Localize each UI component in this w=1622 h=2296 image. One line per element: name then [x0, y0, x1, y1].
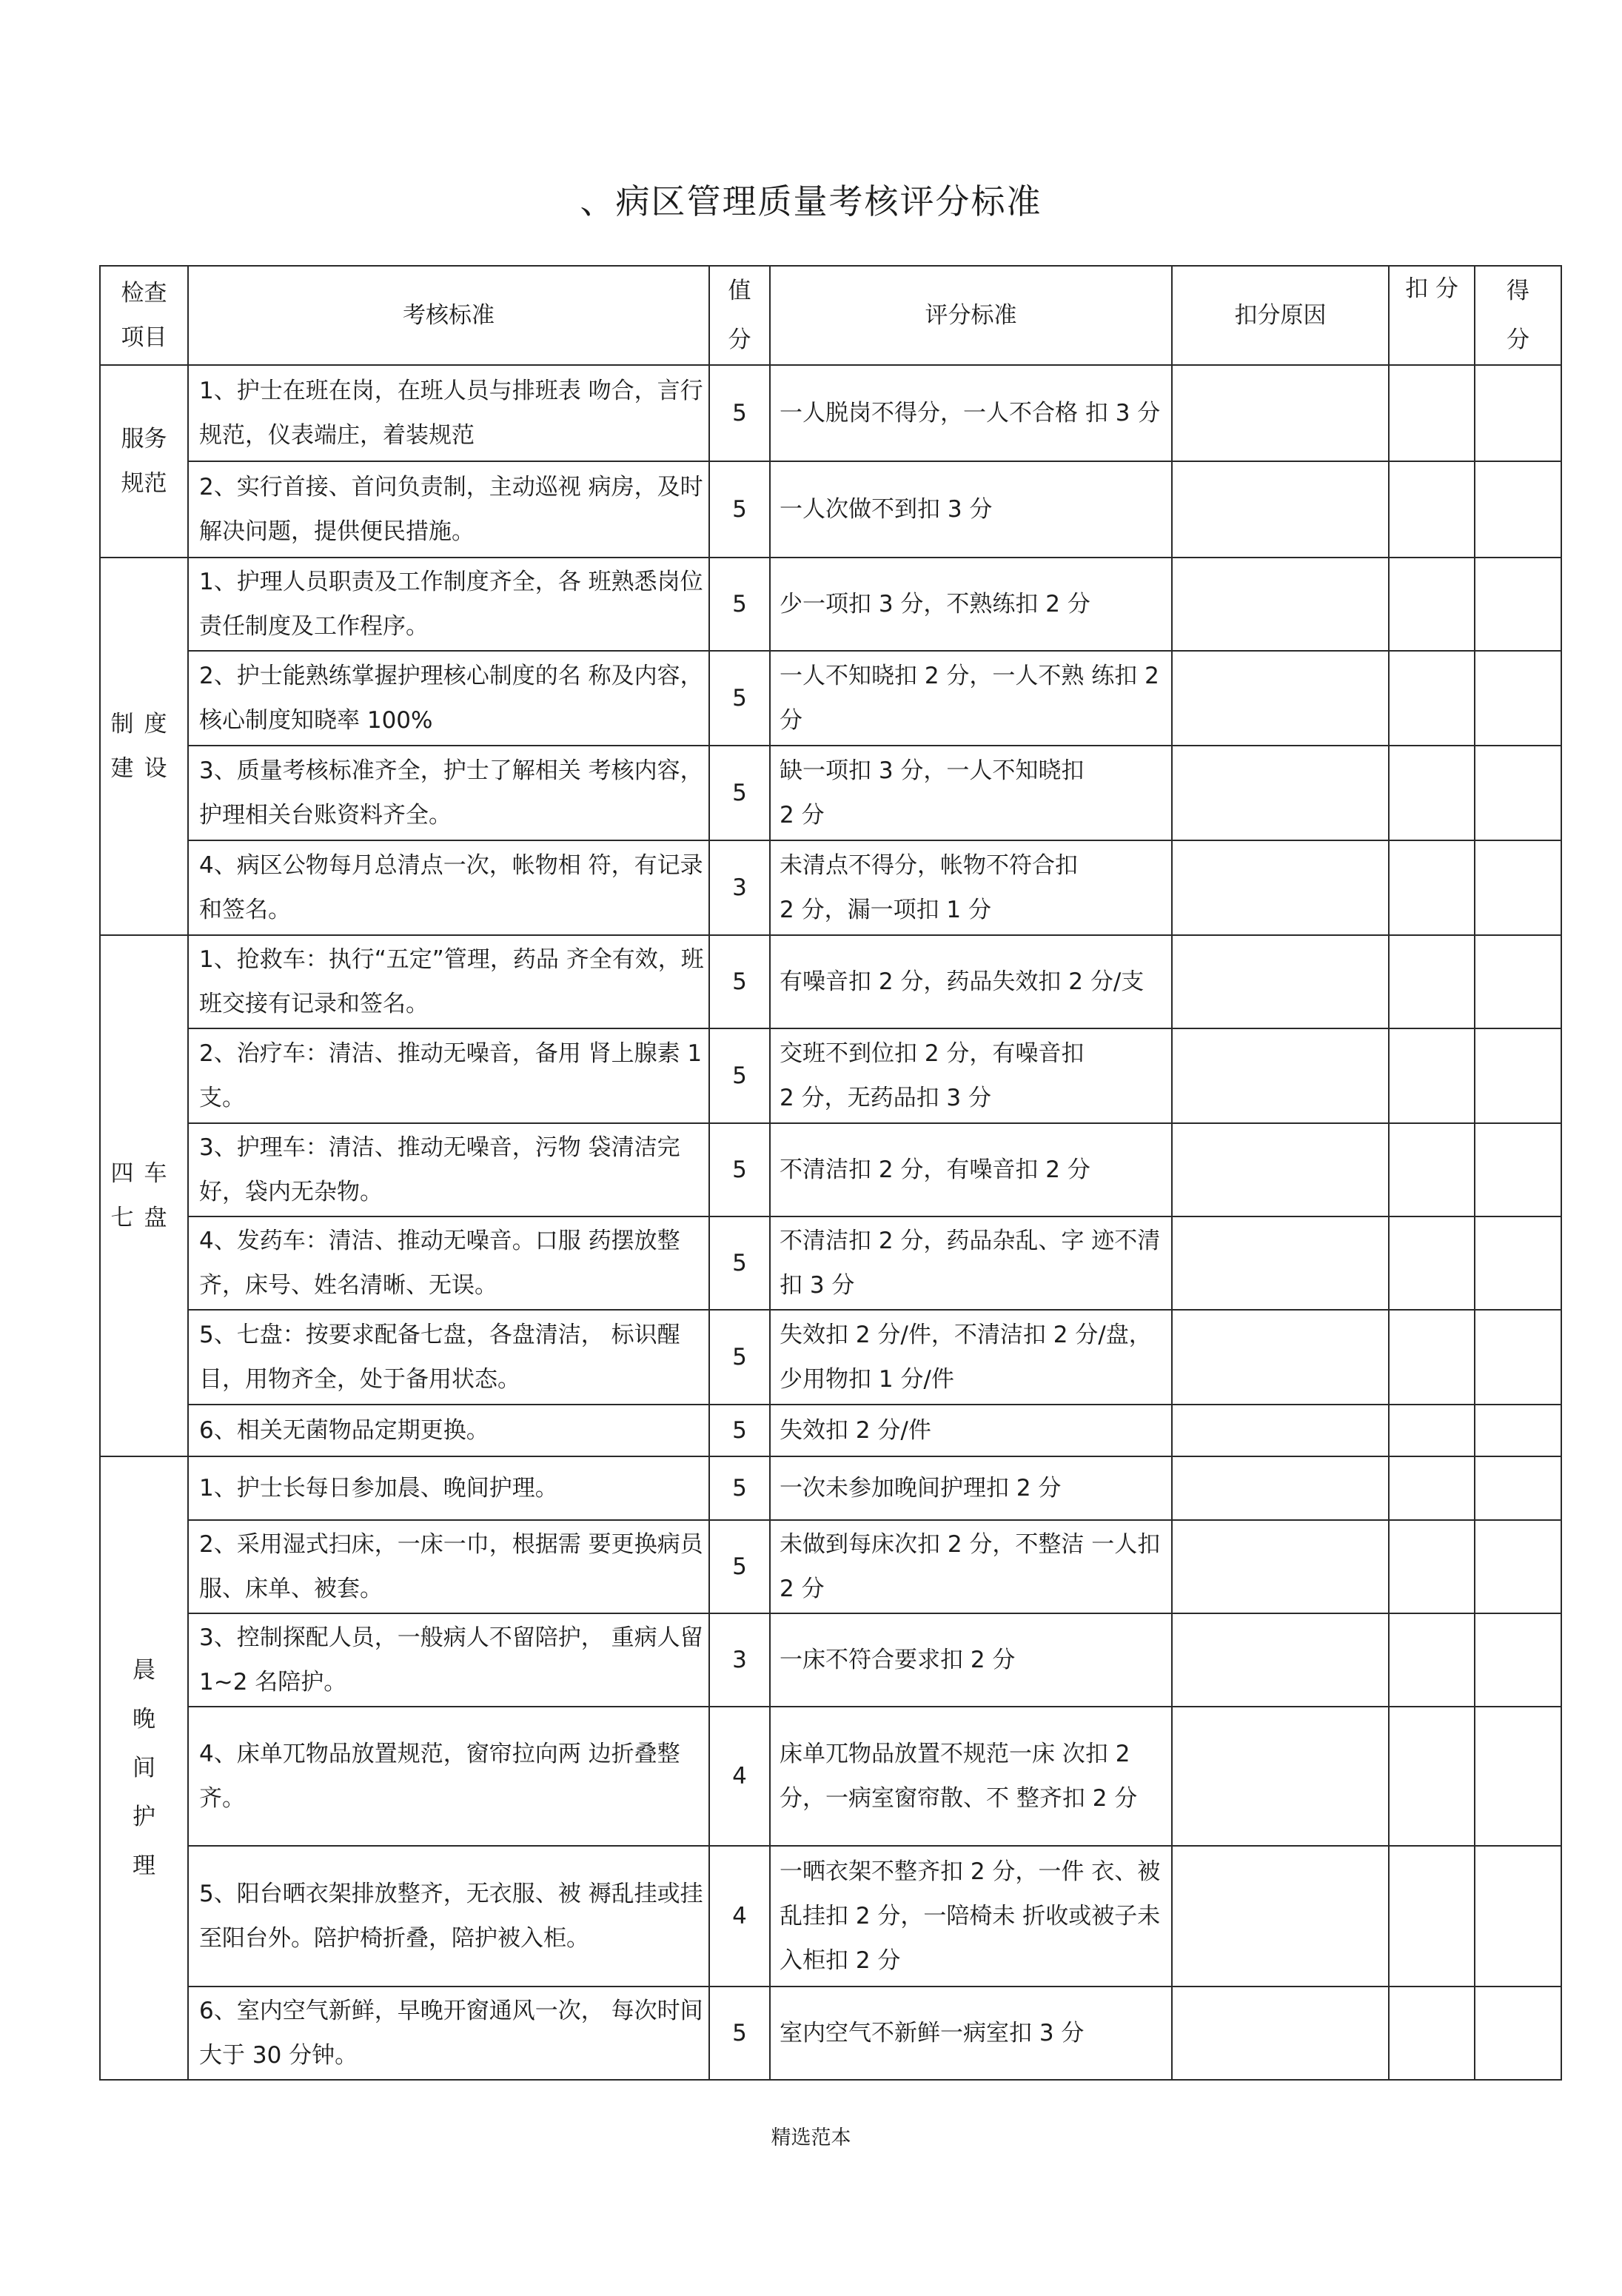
standard-cell: 4、病区公物每月总清点一次，帐物相 符，有记录和签名。	[188, 840, 709, 935]
deduct-cell	[1389, 1987, 1475, 2080]
reason-cell	[1172, 1310, 1389, 1405]
reason-cell	[1172, 1707, 1389, 1846]
criteria-cell: 未做到每床次扣 2 分，不整洁 一人扣 2 分	[770, 1520, 1172, 1613]
deduct-cell	[1389, 558, 1475, 651]
category-system: 制度建设	[100, 558, 188, 935]
standard-cell: 3、质量考核标准齐全，护士了解相关 考核内容，护理相关台账资料齐全。	[188, 746, 709, 840]
deduct-cell	[1389, 1123, 1475, 1216]
value-cell: 5	[709, 365, 770, 461]
reason-cell	[1172, 1520, 1389, 1613]
standard-cell: 1、护士在班在岗，在班人员与排班表 吻合，言行规范，仪表端庄，着装规范	[188, 365, 709, 461]
reason-cell	[1172, 1987, 1389, 2080]
score-cell	[1475, 840, 1561, 935]
deduct-cell	[1389, 1846, 1475, 1987]
reason-cell	[1172, 1613, 1389, 1707]
assessment-table	[99, 265, 1562, 2081]
reason-cell	[1172, 746, 1389, 840]
score-cell	[1475, 1028, 1561, 1123]
value-cell: 5	[709, 935, 770, 1028]
deduct-cell	[1389, 840, 1475, 935]
standard-cell: 6、室内空气新鲜，早晚开窗通风一次， 每次时间大于 30 分钟。	[188, 1987, 709, 2080]
criteria-cell: 有噪音扣 2 分，药品失效扣 2 分/支	[770, 935, 1172, 1028]
header-item: 检查项目	[100, 266, 188, 365]
standard-cell: 5、七盘：按要求配备七盘，各盘清洁， 标识醒目，用物齐全，处于备用状态。	[188, 1310, 709, 1405]
criteria-cell: 室内空气不新鲜一病室扣 3 分	[770, 1987, 1172, 2080]
criteria-cell: 未清点不得分，帐物不符合扣 2 分，漏一项扣 1 分	[770, 840, 1172, 935]
header-standard: 考核标准	[188, 266, 709, 365]
reason-cell	[1172, 651, 1389, 746]
value-cell: 5	[709, 1520, 770, 1613]
score-cell	[1475, 1846, 1561, 1987]
standard-cell: 2、实行首接、首问负责制，主动巡视 病房，及时解决问题，提供便民措施。	[188, 461, 709, 558]
header-row	[100, 266, 1561, 365]
criteria-cell: 失效扣 2 分/件，不清洁扣 2 分/盘，少用物扣 1 分/件	[770, 1310, 1172, 1405]
category-morning-evening-care: 晨晚间护理	[100, 1456, 188, 2080]
header-value: 值分	[709, 266, 770, 365]
reason-cell	[1172, 1846, 1389, 1987]
value-cell: 3	[709, 1613, 770, 1707]
table-row	[100, 1987, 1561, 2080]
standard-cell: 4、发药车：清洁、推动无噪音。口服 药摆放整齐，床号、姓名清晰、无误。	[188, 1216, 709, 1310]
standard-cell: 3、控制探配人员，一般病人不留陪护， 重病人留 1~2 名陪护。	[188, 1613, 709, 1707]
deduct-cell	[1389, 1707, 1475, 1846]
standard-cell: 4、床单兀物品放置规范，窗帘拉向两 边折叠整齐。	[188, 1707, 709, 1846]
score-cell	[1475, 1520, 1561, 1613]
standard-cell: 2、护士能熟练掌握护理核心制度的名 称及内容，核心制度知晓率 100%	[188, 651, 709, 746]
standard-cell: 1、抢救车：执行“五定”管理，药品 齐全有效，班班交接有记录和签名。	[188, 935, 709, 1028]
criteria-cell: 一床不符合要求扣 2 分	[770, 1613, 1172, 1707]
reason-cell	[1172, 558, 1389, 651]
value-cell: 4	[709, 1707, 770, 1846]
standard-cell: 1、护士长每日参加晨、晚间护理。	[188, 1456, 709, 1520]
page-footer: 精选范本	[771, 2126, 851, 2149]
score-cell	[1475, 461, 1561, 558]
header-criteria: 评分标准	[770, 266, 1172, 365]
table-row	[100, 1613, 1561, 1707]
reason-cell	[1172, 1456, 1389, 1520]
score-cell	[1475, 1310, 1561, 1405]
value-cell: 3	[709, 840, 770, 935]
deduct-cell	[1389, 1310, 1475, 1405]
table-row	[100, 1216, 1561, 1310]
score-cell	[1475, 365, 1561, 461]
table-row	[100, 365, 1561, 461]
table-row	[100, 1456, 1561, 1520]
score-cell	[1475, 1405, 1561, 1456]
category-carts: 四车七盘	[100, 935, 188, 1456]
score-cell	[1475, 935, 1561, 1028]
table-row	[100, 1707, 1561, 1846]
score-cell	[1475, 558, 1561, 651]
value-cell: 5	[709, 558, 770, 651]
deduct-cell	[1389, 1405, 1475, 1456]
reason-cell	[1172, 365, 1389, 461]
score-cell	[1475, 1987, 1561, 2080]
table-row	[100, 558, 1561, 651]
deduct-cell	[1389, 1613, 1475, 1707]
table-row	[100, 935, 1561, 1028]
value-cell: 5	[709, 1028, 770, 1123]
value-cell: 5	[709, 461, 770, 558]
deduct-cell	[1389, 651, 1475, 746]
reason-cell	[1172, 1405, 1389, 1456]
value-cell: 5	[709, 1456, 770, 1520]
criteria-cell: 不清洁扣 2 分，有噪音扣 2 分	[770, 1123, 1172, 1216]
table-row	[100, 1310, 1561, 1405]
table-row	[100, 1405, 1561, 1456]
criteria-cell: 一次未参加晚间护理扣 2 分	[770, 1456, 1172, 1520]
value-cell: 5	[709, 1405, 770, 1456]
deduct-cell	[1389, 461, 1475, 558]
deduct-cell	[1389, 746, 1475, 840]
header-reason: 扣分原因	[1172, 266, 1389, 365]
standard-cell: 2、采用湿式扫床，一床一巾，根据需 要更换病员服、床单、被套。	[188, 1520, 709, 1613]
deduct-cell	[1389, 1520, 1475, 1613]
header-deduct: 扣 分	[1389, 266, 1475, 365]
table-row	[100, 1028, 1561, 1123]
criteria-cell: 失效扣 2 分/件	[770, 1405, 1172, 1456]
category-service: 服务规范	[100, 365, 188, 558]
value-cell: 5	[709, 1987, 770, 2080]
criteria-cell: 一人次做不到扣 3 分	[770, 461, 1172, 558]
score-cell	[1475, 1456, 1561, 1520]
criteria-cell: 交班不到位扣 2 分，有噪音扣 2 分，无药品扣 3 分	[770, 1028, 1172, 1123]
value-cell: 5	[709, 1216, 770, 1310]
table-row	[100, 840, 1561, 935]
value-cell: 5	[709, 651, 770, 746]
standard-cell: 3、护理车：清洁、推动无噪音，污物 袋清洁完好，袋内无杂物。	[188, 1123, 709, 1216]
standard-cell: 2、治疗车：清洁、推动无噪音，备用 肾上腺素 1 支。	[188, 1028, 709, 1123]
score-cell	[1475, 1123, 1561, 1216]
value-cell: 5	[709, 1310, 770, 1405]
header-score: 得分	[1475, 266, 1561, 365]
criteria-cell: 缺一项扣 3 分，一人不知晓扣 2 分	[770, 746, 1172, 840]
criteria-cell: 一人不知晓扣 2 分，一人不熟 练扣 2 分	[770, 651, 1172, 746]
criteria-cell: 一人脱岗不得分，一人不合格 扣 3 分	[770, 365, 1172, 461]
score-cell	[1475, 1613, 1561, 1707]
score-cell	[1475, 746, 1561, 840]
table-row	[100, 1520, 1561, 1613]
reason-cell	[1172, 461, 1389, 558]
score-cell	[1475, 651, 1561, 746]
table-row	[100, 651, 1561, 746]
value-cell: 4	[709, 1846, 770, 1987]
reason-cell	[1172, 1028, 1389, 1123]
standard-cell: 6、相关无菌物品定期更换。	[188, 1405, 709, 1456]
criteria-cell: 不清洁扣 2 分，药品杂乱、字 迹不清扣 3 分	[770, 1216, 1172, 1310]
table-row	[100, 1846, 1561, 1987]
table-row	[100, 746, 1561, 840]
value-cell: 5	[709, 1123, 770, 1216]
criteria-cell: 少一项扣 3 分，不熟练扣 2 分	[770, 558, 1172, 651]
standard-cell: 5、阳台晒衣架排放整齐，无衣服、被 褥乱挂或挂至阳台外。陪护椅折叠，陪护被入柜。	[188, 1846, 709, 1987]
table-row	[100, 1123, 1561, 1216]
value-cell: 5	[709, 746, 770, 840]
deduct-cell	[1389, 1216, 1475, 1310]
criteria-cell: 一晒衣架不整齐扣 2 分，一件 衣、被乱挂扣 2 分，一陪椅未 折收或被子未入柜扣 2 分	[770, 1846, 1172, 1987]
score-cell	[1475, 1707, 1561, 1846]
reason-cell	[1172, 1216, 1389, 1310]
deduct-cell	[1389, 935, 1475, 1028]
deduct-cell	[1389, 1456, 1475, 1520]
deduct-cell	[1389, 365, 1475, 461]
score-cell	[1475, 1216, 1561, 1310]
standard-cell: 1、护理人员职责及工作制度齐全，各 班熟悉岗位责任制度及工作程序。	[188, 558, 709, 651]
deduct-cell	[1389, 1028, 1475, 1123]
document-title: 、病区管理质量考核评分标准	[580, 181, 1042, 221]
table-row	[100, 461, 1561, 558]
criteria-cell: 床单兀物品放置不规范一床 次扣 2 分，一病室窗帘散、不 整齐扣 2 分	[770, 1707, 1172, 1846]
reason-cell	[1172, 935, 1389, 1028]
reason-cell	[1172, 840, 1389, 935]
reason-cell	[1172, 1123, 1389, 1216]
